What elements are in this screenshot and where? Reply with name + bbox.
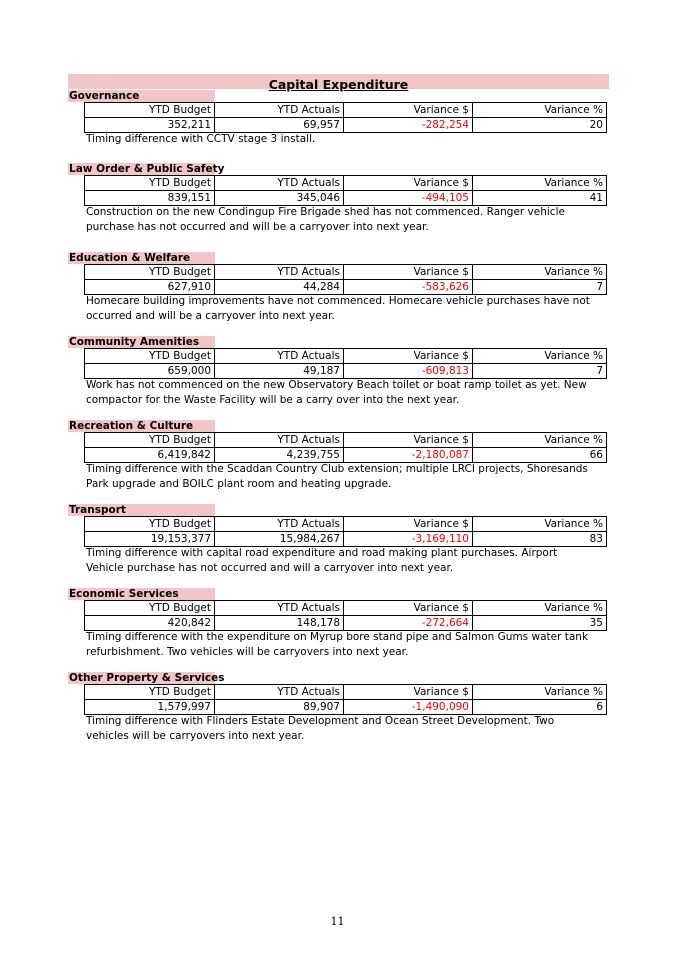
figures-table [84,348,607,379]
expenditure-section [68,90,609,145]
section-header [68,504,609,516]
section-header [68,336,609,348]
figures-table [84,600,607,631]
section-comment: Timing difference with the expenditure on Myrup bore stand pipe and Salmon Gums water tank refurbishment. Two vehicles will be carryovers into next year. [86,631,589,658]
expenditure-section [68,504,609,574]
header-variance-percent: Variance % [473,349,607,364]
page-title: Capital Expenditure [268,77,409,92]
section-title: Law Order & Public Safety [69,163,225,175]
variance-percent-value: 7 [473,364,607,379]
section-comment: Work has not commenced on the new Observatory Beach toilet or boat ramp toilet as yet. New compactor for the Waste Facility will be a carry over into the next year. [86,379,587,406]
header-variance-percent: Variance % [473,103,607,118]
variance-dollar-value: -583,626 [344,280,473,295]
ytd-actuals-value: 148,178 [215,616,344,631]
header-variance-dollar: Variance $ [344,685,473,700]
header-variance-dollar: Variance $ [344,349,473,364]
value-row [85,448,607,463]
section-header [68,420,609,432]
header-variance-dollar: Variance $ [344,517,473,532]
ytd-budget-value: 420,842 [85,616,215,631]
variance-percent-value: 35 [473,616,607,631]
header-variance-percent: Variance % [473,517,607,532]
header-ytd-actuals: YTD Actuals [215,601,344,616]
header-ytd-actuals: YTD Actuals [215,685,344,700]
header-ytd-budget: YTD Budget [85,103,215,118]
section-title: Other Property & Services [69,672,225,684]
value-row [85,700,607,715]
header-row [85,349,607,364]
figures-table [84,684,607,715]
figures-table [84,102,607,133]
header-variance-percent: Variance % [473,176,607,191]
ytd-budget-value: 627,910 [85,280,215,295]
ytd-actuals-value: 15,984,267 [215,532,344,547]
ytd-budget-value: 839,151 [85,191,215,206]
variance-percent-value: 7 [473,280,607,295]
header-variance-percent: Variance % [473,685,607,700]
value-row [85,191,607,206]
header-ytd-budget: YTD Budget [85,349,215,364]
header-variance-dollar: Variance $ [344,601,473,616]
header-ytd-budget: YTD Budget [85,517,215,532]
ytd-budget-value: 352,211 [85,118,215,133]
section-header [68,672,609,684]
section-title: Recreation & Culture [69,420,194,432]
header-ytd-budget: YTD Budget [85,265,215,280]
ytd-actuals-value: 89,907 [215,700,344,715]
header-variance-dollar: Variance $ [344,103,473,118]
section-comment: Homecare building improvements have not commenced. Homecare vehicle purchases have not occurred and will be a carryover into next year. [86,295,590,322]
section-header [68,90,609,102]
section-header [68,163,609,175]
header-row [85,601,607,616]
section-title: Transport [69,504,126,516]
ytd-actuals-value: 44,284 [215,280,344,295]
section-comment: Timing difference with the Scaddan Country Club extension; multiple LRCI projects, Shoresands Park upgrade and BOILC plant room and heating upgrade. [86,463,588,490]
figures-table [84,432,607,463]
header-ytd-budget: YTD Budget [85,601,215,616]
expenditure-section [68,336,609,406]
ytd-budget-value: 659,000 [85,364,215,379]
figures-table [84,516,607,547]
header-ytd-actuals: YTD Actuals [215,265,344,280]
section-header [68,588,609,600]
header-variance-dollar: Variance $ [344,433,473,448]
variance-percent-value: 66 [473,448,607,463]
header-row [85,685,607,700]
header-variance-percent: Variance % [473,265,607,280]
figures-table [84,264,607,295]
header-variance-dollar: Variance $ [344,265,473,280]
header-row [85,517,607,532]
header-ytd-actuals: YTD Actuals [215,103,344,118]
ytd-actuals-value: 345,046 [215,191,344,206]
ytd-actuals-value: 49,187 [215,364,344,379]
header-ytd-budget: YTD Budget [85,433,215,448]
ytd-budget-value: 19,153,377 [85,532,215,547]
expenditure-section [68,252,609,322]
header-ytd-actuals: YTD Actuals [215,517,344,532]
header-row [85,103,607,118]
value-row [85,616,607,631]
header-ytd-actuals: YTD Actuals [215,433,344,448]
variance-dollar-value: -494,105 [344,191,473,206]
variance-dollar-value: -272,664 [344,616,473,631]
variance-percent-value: 20 [473,118,607,133]
section-title: Education & Welfare [69,252,191,264]
variance-dollar-value: -609,813 [344,364,473,379]
variance-dollar-value: -2,180,087 [344,448,473,463]
variance-dollar-value: -282,254 [344,118,473,133]
section-comment: Timing difference with CCTV stage 3 install. [86,133,316,145]
section-comment: Timing difference with Flinders Estate Development and Ocean Street Development. Two vehicles will be carryovers into next year. [86,715,555,742]
value-row [85,280,607,295]
header-variance-dollar: Variance $ [344,176,473,191]
expenditure-section [68,588,609,658]
figures-table [84,175,607,206]
ytd-actuals-value: 4,239,755 [215,448,344,463]
header-row [85,265,607,280]
ytd-actuals-value: 69,957 [215,118,344,133]
header-ytd-actuals: YTD Actuals [215,176,344,191]
value-row [85,118,607,133]
header-ytd-budget: YTD Budget [85,685,215,700]
header-ytd-actuals: YTD Actuals [215,349,344,364]
expenditure-section [68,420,609,490]
header-row [85,433,607,448]
variance-dollar-value: -3,169,110 [344,532,473,547]
value-row [85,532,607,547]
value-row [85,364,607,379]
section-header [68,252,609,264]
section-comment: Construction on the new Condingup Fire Brigade shed has not commenced. Ranger vehicle purchase has not occurred and will be a carryover into next year. [86,206,565,233]
ytd-budget-value: 6,419,842 [85,448,215,463]
page-number: 11 [330,915,345,928]
section-title: Community Amenities [69,336,200,348]
header-variance-percent: Variance % [473,433,607,448]
variance-percent-value: 41 [473,191,607,206]
header-variance-percent: Variance % [473,601,607,616]
section-title: Economic Services [69,588,179,600]
page-title-bar [68,74,609,92]
ytd-budget-value: 1,579,997 [85,700,215,715]
header-ytd-budget: YTD Budget [85,176,215,191]
expenditure-section [68,672,609,742]
section-comment: Timing difference with capital road expenditure and road making plant purchases. Airport Vehicle purchase has not occurred and will a carryover into next year. [86,547,558,574]
variance-percent-value: 6 [473,700,607,715]
header-row [85,176,607,191]
variance-percent-value: 83 [473,532,607,547]
expenditure-section [68,163,609,233]
variance-dollar-value: -1,490,090 [344,700,473,715]
section-title: Governance [69,90,140,102]
